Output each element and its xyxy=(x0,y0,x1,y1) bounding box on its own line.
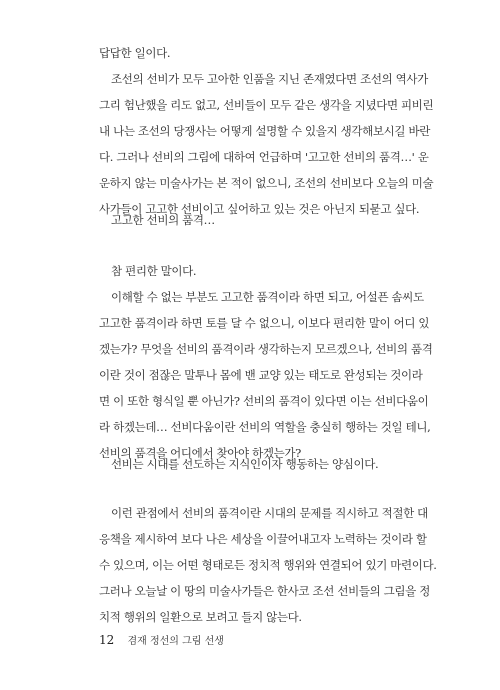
text-line: 내 나는 조선의 당쟁사는 어떻게 설명할 수 있을지 생각해보시길 바란 xyxy=(99,124,430,138)
text-line: 수 있으며, 이는 어떤 형태로든 정치적 행위와 연결되어 있기 마련이다. xyxy=(99,558,437,572)
text-line: 응책을 제시하여 보다 나은 세상을 이끌어내고자 노력하는 것이라 할 xyxy=(99,532,427,546)
text-line: 선비의 품격을 어디에서 찾아야 하겠는가? xyxy=(99,446,301,460)
text-line: 이해할 수 없는 부분도 고고한 품격이라 하면 되고, 어설픈 솜씨도 xyxy=(111,290,424,304)
text-line: 운하지 않는 미술사가는 본 적이 없으니, 조선의 선비보다 오늘의 미술 xyxy=(99,176,434,190)
running-title: 겸재 정선의 그림 선생 xyxy=(127,636,224,647)
text-line: 답답한 일이다. xyxy=(99,46,171,60)
paragraph-convenient xyxy=(99,258,433,466)
text-line: 고고한 품격이라 하면 토를 달 수 없으니, 이보다 편리한 말이 어디 있 xyxy=(99,316,430,330)
paragraph-statement xyxy=(99,451,409,477)
text-line: 고고한 선비의 품격… xyxy=(111,213,215,227)
paragraph-group-opening xyxy=(99,40,434,222)
text-line: 선비는 시대를 선도하는 지식인이자 행동하는 양심이다. xyxy=(111,457,379,471)
page-footer xyxy=(99,630,224,650)
text-line: 이란 것이 점잖은 말투나 몸에 밴 교양 있는 태도로 완성되는 것이라 xyxy=(99,368,423,382)
paragraph-quote xyxy=(99,207,409,233)
text-line: 면 이 또한 형식일 뿐 아닌가? 선비의 품격이 있다면 이는 선비다움이 xyxy=(99,394,429,408)
text-line: 조선의 선비가 모두 고아한 인품을 지닌 존재였다면 조선의 역사가 xyxy=(111,72,428,86)
text-line: 다. 그러나 선비의 그림에 대하여 언급하며 '고고한 선비의 품격…' 운 xyxy=(99,150,429,164)
text-line: 겠는가? 무엇을 선비의 품격이라 생각하는지 모르겠으나, 선비의 품격 xyxy=(99,342,433,356)
text-line: 라 하겠는데… 선비다움이란 선비의 역할을 충실히 행하는 것일 테니, xyxy=(99,420,431,434)
text-line: 이런 관점에서 선비의 품격이란 시대의 문제를 직시하고 적절한 대 xyxy=(111,506,428,520)
text-line: 그러나 오늘날 이 땅의 미술사가들은 한사코 조선 선비들의 그림을 정 xyxy=(99,584,430,598)
text-line: 그리 험난했을 리도 없고, 선비들이 모두 같은 생각을 지녔다면 피비린 xyxy=(99,98,434,112)
text-line: 사가들이 고고한 선비이고 싶어하고 있는 것은 아닌지 되묻고 싶다. xyxy=(99,202,420,216)
page-number: 12 xyxy=(99,633,115,647)
text-line: 참 편리한 말이다. xyxy=(111,264,197,278)
paragraph-closing xyxy=(99,500,437,630)
text-line: 치적 행위의 일환으로 보려고 들지 않는다. xyxy=(99,610,302,624)
